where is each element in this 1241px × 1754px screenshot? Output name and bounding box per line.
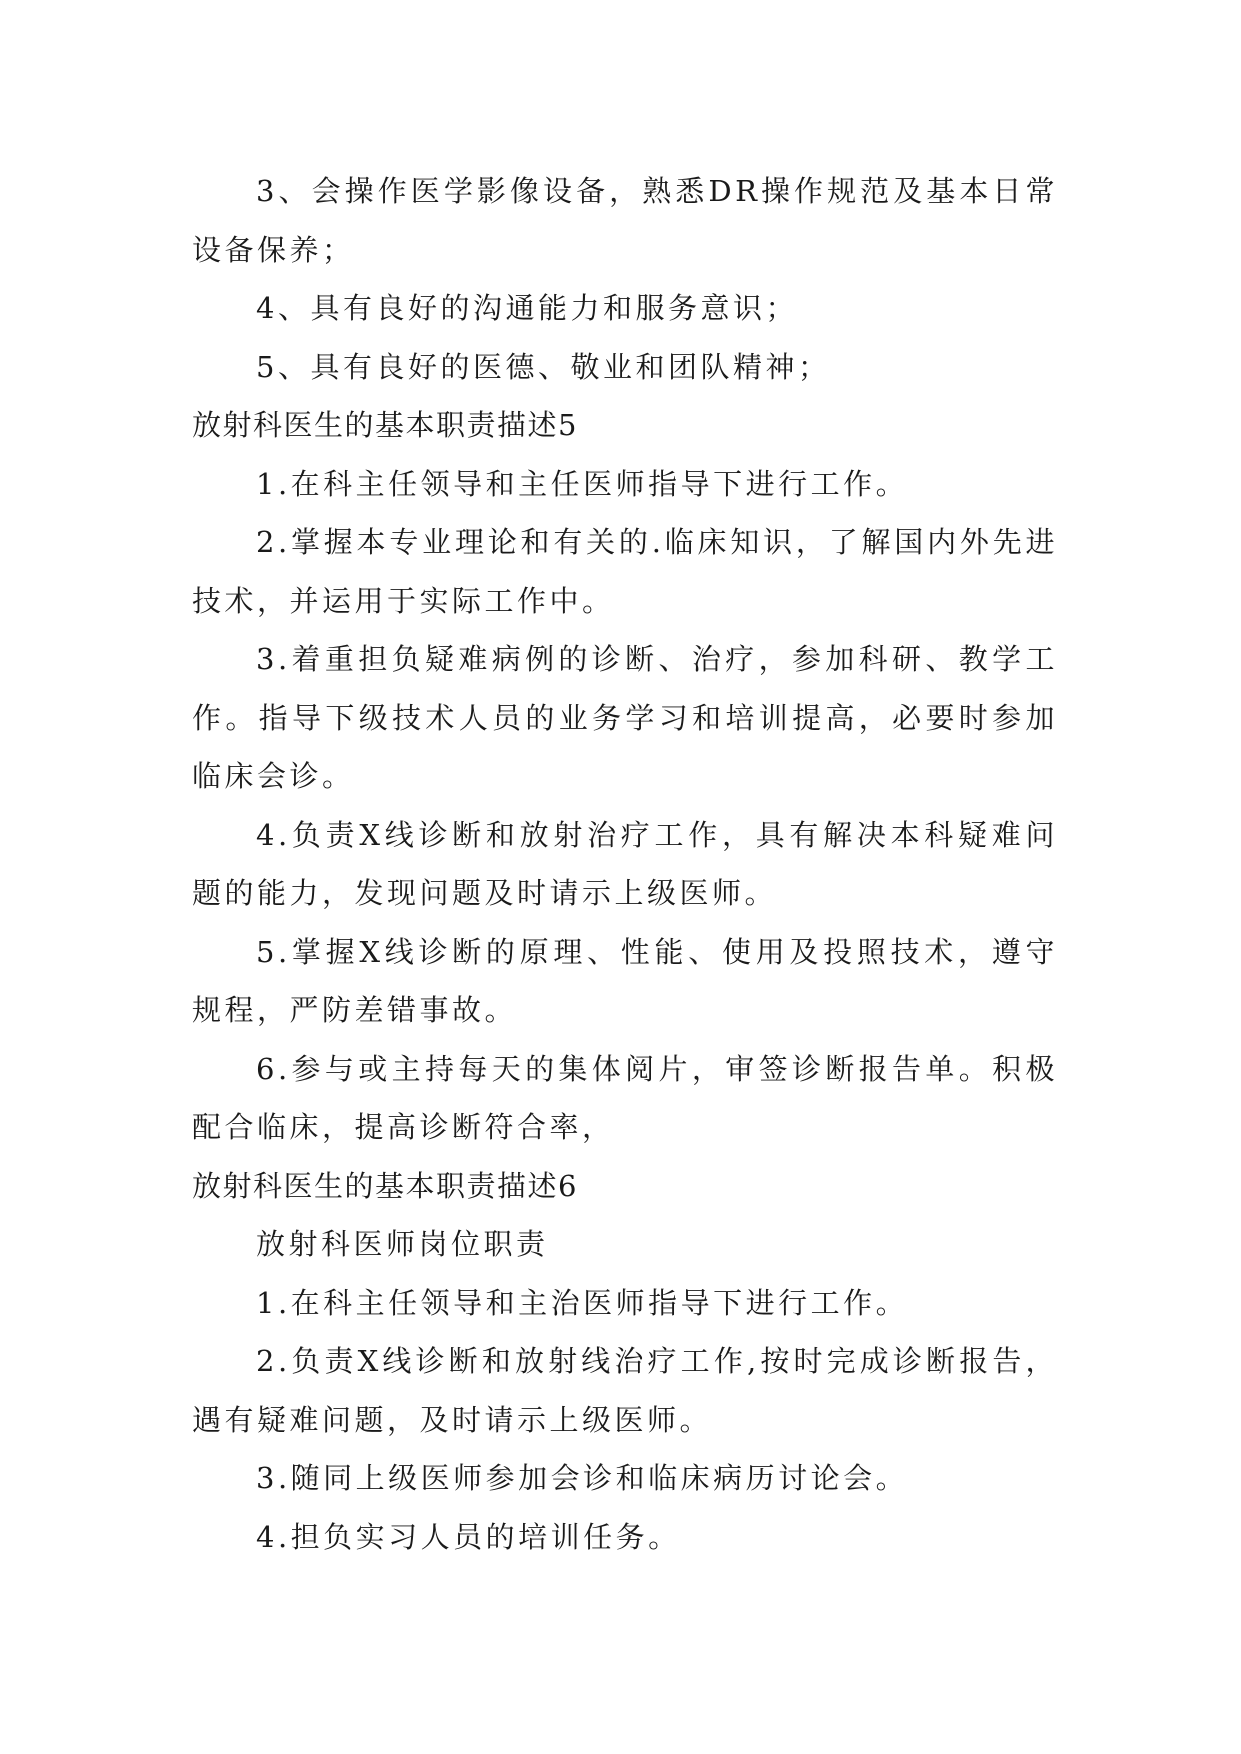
paragraph-duty-5-3: 3.着重担负疑难病例的诊断、治疗，参加科研、教学工作。指导下级技术人员的业务学习和培训提高，必要时参加临床会诊。 [192,642,1058,793]
paragraph-duty-6-2: 2.负责X线诊断和放射线治疗工作,按时完成诊断报告，遇有疑难问题，及时请示上级医师。 [192,1344,1058,1437]
paragraph-duty-5-2: 2.掌握本专业理论和有关的.临床知识，了解国内外先进技术，并运用于实际工作中。 [192,525,1058,618]
paragraph-duty-5-6: 6.参与或主持每天的集体阅片，审签诊断报告单。积极配合临床，提高诊断符合率， [192,1051,1058,1144]
paragraph-duty-6-3: 3.随同上级医师参加会诊和临床病历讨论会。 [256,1461,909,1495]
paragraph-duty-5-5: 5.掌握X线诊断的原理、性能、使用及投照技术，遵守规程，严防差错事故。 [192,934,1058,1027]
paragraph-requirement-3: 3、会操作医学影像设备，熟悉DR操作规范及基本日常设备保养； [192,174,1058,267]
paragraph-requirement-4: 4、具有良好的沟通能力和服务意识； [256,291,798,325]
paragraph-subtitle-6: 放射科医师岗位职责 [256,1227,549,1261]
section-heading-5: 放射科医生的基本职责描述5 [192,408,578,442]
paragraph-duty-5-4: 4.负责X线诊断和放射治疗工作，具有解决本科疑难问题的能力，发现问题及时请示上级医师。 [192,817,1058,910]
section-heading-6: 放射科医生的基本职责描述6 [192,1168,578,1203]
document-body [192,162,1058,1566]
paragraph-duty-6-4: 4.担负实习人员的培训任务。 [256,1519,681,1554]
paragraph-duty-6-1: 1.在科主任领导和主治医师指导下进行工作。 [256,1285,909,1320]
paragraph-duty-5-1: 1.在科主任领导和主任医师指导下进行工作。 [256,466,909,501]
paragraph-requirement-5: 5、具有良好的医德、敬业和团队精神； [256,349,831,384]
